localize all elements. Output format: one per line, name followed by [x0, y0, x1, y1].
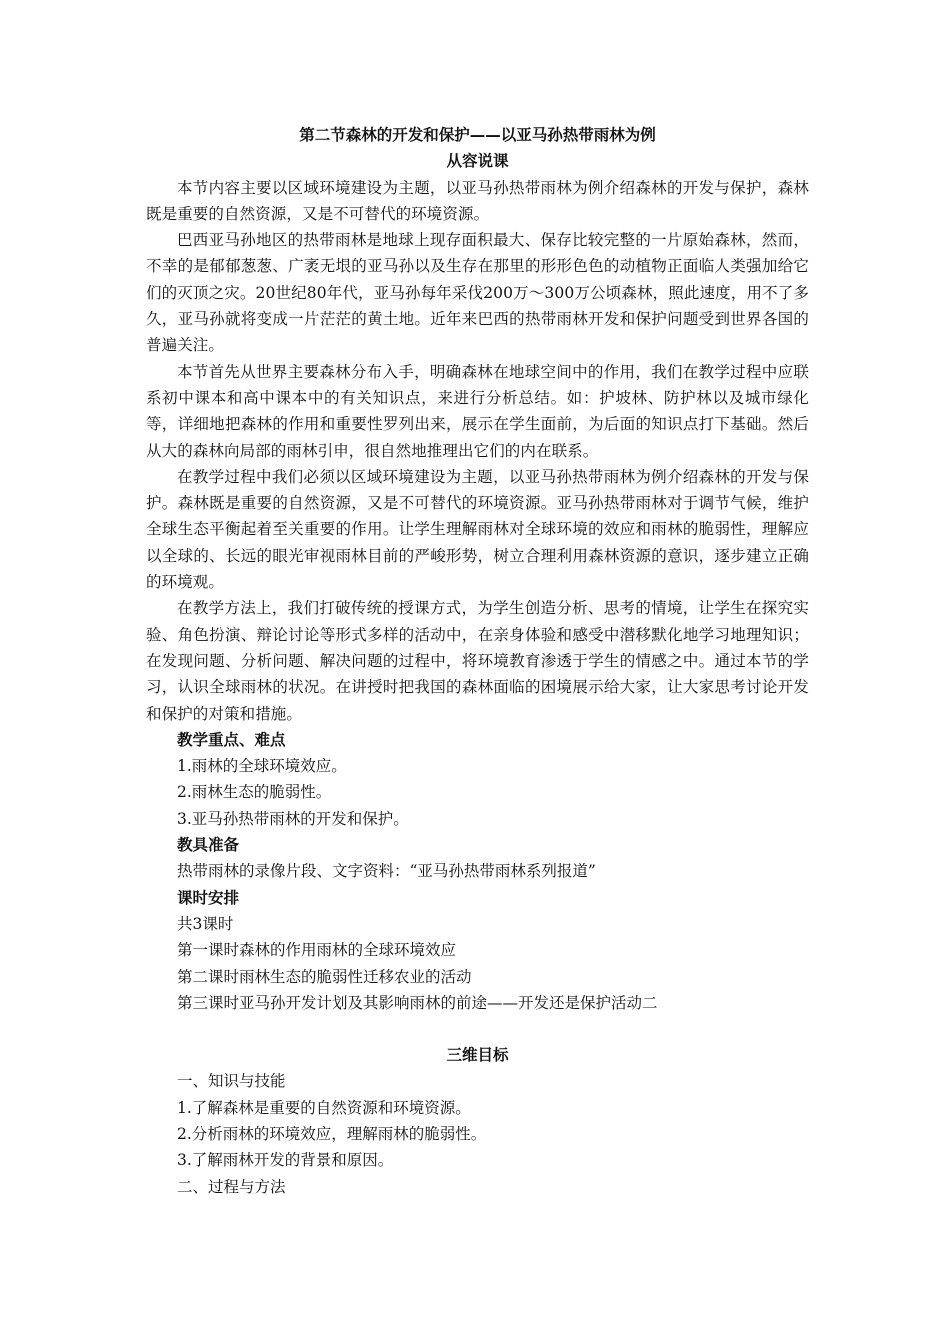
- paragraph-teaching-process: 在教学过程中我们必须以区域环境建设为主题，以亚马孙热带雨林为例介绍森林的开发与保护。森林既是重要的自然资源，又是不可替代的环境资源。亚马孙热带雨林对于调节气候，维护全球生态平衡起着至关重要的作用。让学生理解雨林对全球环境的效应和雨林的脆弱性，理解应以全球的、长远的眼光审视雨林目前的严峻形势，树立合理利用森林资源的意识，逐步建立正确的环境观。: [146, 467, 809, 592]
- paragraph-teaching-approach: 本节首先从世界主要森林分布入手，明确森林在地球空间中的作用，我们在教学过程中应联系初中课本和高中课本中的有关知识点，来进行分析总结。如：护坡林、防护林以及城市绿化等，详细地把森林的作用和重要性罗列出来，展示在学生面前，为后面的知识点打下基础。然后从大的森林向局部的雨林引申，很自然地推理出它们的内在联系。: [146, 362, 809, 460]
- objectives-heading: 三维目标: [446, 1046, 509, 1065]
- schedule-heading: 课时安排: [177, 888, 240, 907]
- document-subtitle: 从容说课: [446, 152, 509, 171]
- materials-heading: 教具准备: [177, 836, 240, 855]
- key-point-item: 1.雨林的全球环境效应。: [177, 757, 347, 776]
- objective-item: 二、过程与方法: [177, 1177, 286, 1196]
- objective-item: 1.了解森林是重要的自然资源和环境资源。: [177, 1098, 471, 1117]
- document-body: [146, 122, 809, 1200]
- paragraph-amazon-background: 巴西亚马孙地区的热带雨林是地球上现存面积最大、保存比较完整的一片原始森林，然而，不幸的是郁郁葱葱、广袤无垠的亚马孙以及生存在那里的形形色色的动植物正面临人类强加给它们的灭顶之灾。20世纪80年代，亚马孙每年采伐200万～300万公顷森林，照此速度，用不了多久，亚马孙就将变成一片茫茫的黄土地。近年来巴西的热带雨林开发和保护问题受到世界各国的普遍关注。: [146, 231, 809, 355]
- objective-item: 3.了解雨林开发的背景和原因。: [177, 1151, 394, 1170]
- materials-text: 热带雨林的录像片段、文字资料：“亚马孙热带雨林系列报道”: [177, 862, 596, 881]
- schedule-item: 共3课时: [177, 914, 234, 933]
- schedule-item: 第一课时森林的作用雨林的全球环境效应: [177, 941, 457, 960]
- key-points-heading: 教学重点、难点: [177, 730, 286, 749]
- schedule-item: 第二课时雨林生态的脆弱性迁移农业的活动: [177, 967, 472, 986]
- paragraph-intro: 本节内容主要以区域环境建设为主题，以亚马孙热带雨林为例介绍森林的开发与保护，森林既是重要的自然资源，又是不可替代的环境资源。: [146, 178, 809, 223]
- section-spacer: [146, 1016, 809, 1042]
- key-point-item: 2.雨林生态的脆弱性。: [177, 783, 332, 802]
- key-point-item: 3.亚马孙热带雨林的开发和保护。: [177, 809, 409, 828]
- paragraph-teaching-methods: 在教学方法上，我们打破传统的授课方式，为学生创造分析、思考的情境，让学生在探究实验、角色扮演、辩论讨论等形式多样的活动中，在亲身体验和感受中潜移默化地学习地理知识；在发现问题、分析问题、解决问题的过程中，将环境教育渗透于学生的情感之中。通过本节的学习，认识全球雨林的状况。在讲授时把我国的森林面临的困境展示给大家，让大家思考讨论开发和保护的对策和措施。: [146, 599, 809, 723]
- schedule-item: 第三课时亚马孙开发计划及其影响雨林的前途——开发还是保护活动二: [177, 993, 658, 1012]
- objective-item: 2.分析雨林的环境效应，理解雨林的脆弱性。: [177, 1124, 487, 1143]
- objective-item: 一、知识与技能: [177, 1072, 286, 1091]
- document-title: 第二节森林的开发和保护——以亚马孙热带雨林为例: [299, 126, 656, 144]
